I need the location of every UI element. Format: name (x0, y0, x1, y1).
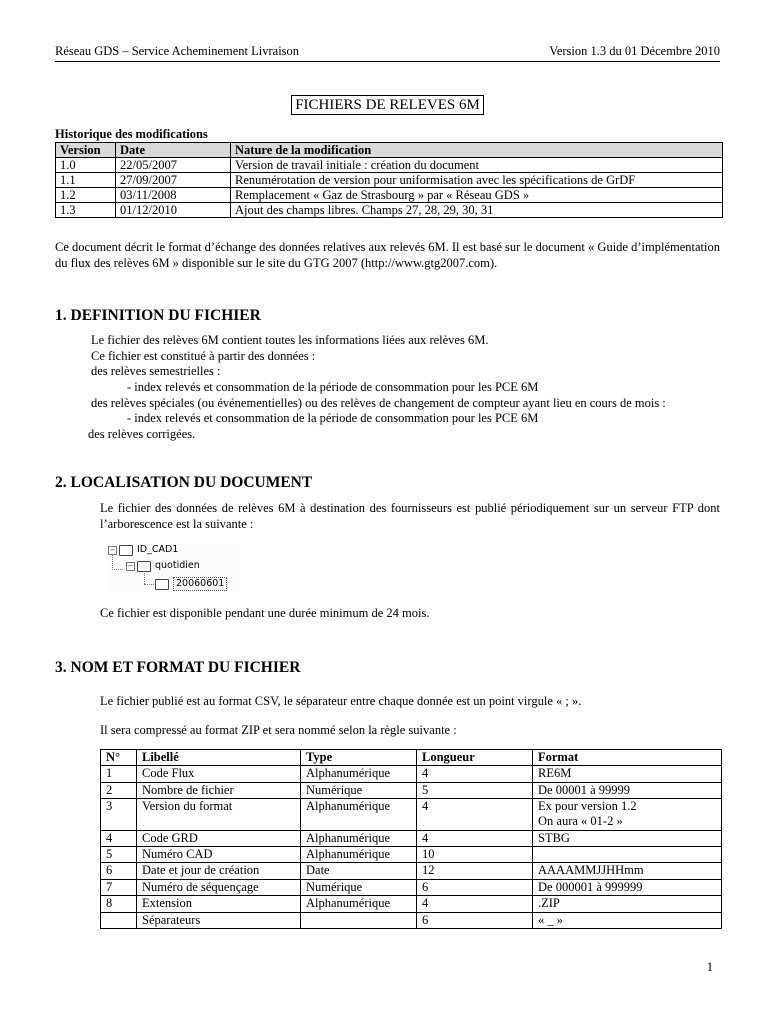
bullet-line: - index relevés et consommation de la période de consommation pour les PCE 6M (127, 411, 539, 426)
bullet-line: - index relevés et consommation de la période de consommation pour les PCE 6M (127, 379, 539, 394)
format-cell: 4 (101, 830, 137, 846)
format-cell: Code GRD (137, 830, 301, 846)
format-paragraph: Le fichier publié est au format CSV, le séparateur entre chaque donnée est un point virgule « ; ». (100, 693, 582, 708)
format-row (101, 798, 722, 830)
section-format-body (100, 694, 720, 739)
format-cell: 3 (101, 798, 137, 830)
format-col-header: Format (533, 749, 722, 765)
format-cell: Code Flux (137, 766, 301, 782)
page-header (55, 44, 720, 62)
format-row (101, 847, 722, 863)
format-row (101, 782, 722, 798)
format-cell: Alphanumérique (301, 766, 417, 782)
format-cell: Numérique (301, 879, 417, 895)
tree-node-label: 20060601 (173, 577, 227, 591)
format-col-header: Type (301, 749, 417, 765)
format-cell: 4 (417, 830, 533, 846)
document-title: FICHIERS DE RELEVES 6M (291, 95, 484, 115)
collapse-icon[interactable]: − (109, 545, 116, 554)
format-row (101, 896, 722, 912)
format-cell: 4 (417, 896, 533, 912)
history-cell: 1.3 (56, 203, 116, 218)
format-cell (533, 847, 722, 863)
history-cell: Remplacement « Gaz de Strasbourg » par « Réseau GDS » (231, 188, 723, 203)
format-cell: « _ » (533, 912, 722, 928)
format-cell: Alphanumérique (301, 847, 417, 863)
format-cell: 2 (101, 782, 137, 798)
header-right: Version 1.3 du 01 Décembre 2010 (549, 44, 720, 58)
format-cell: 8 (101, 896, 137, 912)
format-cell: 7 (101, 879, 137, 895)
format-cell: De 00001 à 99999 (533, 782, 722, 798)
format-cell: Date (301, 863, 417, 879)
tree-node-label: ID_CAD1 (137, 544, 179, 556)
format-row (101, 830, 722, 846)
history-cell: 1.2 (56, 188, 116, 203)
section-heading-localisation: 2. LOCALISATION DU DOCUMENT (55, 474, 313, 492)
format-cell: Numéro de séquençage (137, 879, 301, 895)
format-row (101, 879, 722, 895)
format-cell: Date et jour de création (137, 863, 301, 879)
file-name-format-table (100, 749, 722, 929)
format-cell: 5 (101, 847, 137, 863)
section-definition-body (88, 333, 720, 442)
format-cell: 6 (417, 879, 533, 895)
format-cell: 6 (101, 863, 137, 879)
intro-paragraph: Ce document décrit le format d’échange des données relatives aux relevés 6M. Il est basé sur le document « Guide d’implémentation du flux des relèves 6M » disponible sur le site du GTG 2007 (http://www.gtg2007.com). (55, 240, 720, 270)
format-cell: 5 (417, 782, 533, 798)
format-cell: 1 (101, 766, 137, 782)
tree-node-child[interactable] (126, 560, 200, 572)
history-cell: 03/11/2008 (116, 188, 231, 203)
format-cell: Alphanumérique (301, 896, 417, 912)
format-col-header: N° (101, 749, 137, 765)
history-header-row (56, 143, 723, 158)
history-cell: 22/05/2007 (116, 158, 231, 173)
folder-tree (108, 544, 240, 592)
text-line: des relèves semestrielles : (91, 364, 221, 379)
format-cell: AAAAMMJJHHmm (533, 863, 722, 879)
history-cell: 1.1 (56, 173, 116, 188)
format-cell: STBG (533, 830, 722, 846)
format-row (101, 912, 722, 928)
section-localisation-body (100, 501, 720, 532)
history-col-header: Version (56, 143, 116, 158)
folder-icon (155, 579, 169, 590)
format-cell: RE6M (533, 766, 722, 782)
format-cell: Nombre de fichier (137, 782, 301, 798)
format-cell: De 000001 à 999999 (533, 879, 722, 895)
history-col-header: Nature de la modification (231, 143, 723, 158)
section-heading-definition: 1. DEFINITION DU FICHIER (55, 306, 261, 324)
history-col-header: Date (116, 143, 231, 158)
format-cell: 4 (417, 766, 533, 782)
header-left: Réseau GDS – Service Acheminement Livraison (55, 44, 300, 58)
collapse-icon[interactable]: − (127, 561, 134, 570)
document-page (55, 44, 720, 929)
tree-node-label: quotidien (155, 560, 200, 572)
format-row (101, 766, 722, 782)
format-paragraph: Il sera compressé au format ZIP et sera nommé selon la règle suivante : (100, 723, 457, 738)
availability-note: Ce fichier est disponible pendant une durée minimum de 24 mois. (100, 606, 430, 621)
section-heading-format: 3. NOM ET FORMAT DU FICHIER (55, 658, 301, 676)
format-cell: .ZIP (533, 896, 722, 912)
history-row (56, 188, 723, 203)
history-row (56, 158, 723, 173)
tree-node-leaf[interactable] (155, 577, 227, 591)
format-cell: Version du format (137, 798, 301, 830)
format-cell: 4 (417, 798, 533, 830)
page-number: 1 (706, 960, 713, 974)
text-line: des relèves spéciales (ou événementielles) ou des relèves de changement de compteur ayant lieu en cours de mois : (91, 395, 666, 410)
text-line: Le fichier des relèves 6M contient toutes les informations liées aux relèves 6M. (91, 333, 489, 348)
history-row (56, 203, 723, 218)
format-col-header: Libellé (137, 749, 301, 765)
format-cell: Alphanumérique (301, 830, 417, 846)
format-cell (301, 912, 417, 928)
format-cell: Numérique (301, 782, 417, 798)
format-cell: 6 (417, 912, 533, 928)
format-cell: 12 (417, 863, 533, 879)
history-title: Historique des modifications (55, 126, 208, 141)
folder-icon (137, 561, 151, 572)
format-cell: Extension (137, 896, 301, 912)
history-cell: 01/12/2010 (116, 203, 231, 218)
history-cell: Renumérotation de version pour uniformisation avec les spécifications de GrDF (231, 173, 723, 188)
localisation-paragraph: Le fichier des données de relèves 6M à destination des fournisseurs est publié périodiquement sur un serveur FTP dont l’arborescence est la suivante : (100, 501, 720, 531)
format-cell: Ex pour version 1.2 On aura « 01-2 » (533, 798, 722, 830)
history-row (56, 173, 723, 188)
history-cell: Ajout des champs libres. Champs 27, 28, 29, 30, 31 (231, 203, 723, 218)
text-line: Ce fichier est constitué à partir des données : (91, 348, 316, 363)
text-line: des relèves corrigées. (88, 426, 196, 441)
history-table (55, 142, 723, 218)
folder-icon (119, 545, 133, 556)
format-row (101, 863, 722, 879)
history-cell: 27/09/2007 (116, 173, 231, 188)
format-col-header: Longueur (417, 749, 533, 765)
format-cell (101, 912, 137, 928)
tree-node-root[interactable] (108, 544, 178, 556)
format-cell: 10 (417, 847, 533, 863)
format-cell: Séparateurs (137, 912, 301, 928)
format-header-row (101, 749, 722, 765)
history-cell: 1.0 (56, 158, 116, 173)
format-cell: Alphanumérique (301, 798, 417, 830)
format-cell: Numéro CAD (137, 847, 301, 863)
history-cell: Version de travail initiale : création du document (231, 158, 723, 173)
